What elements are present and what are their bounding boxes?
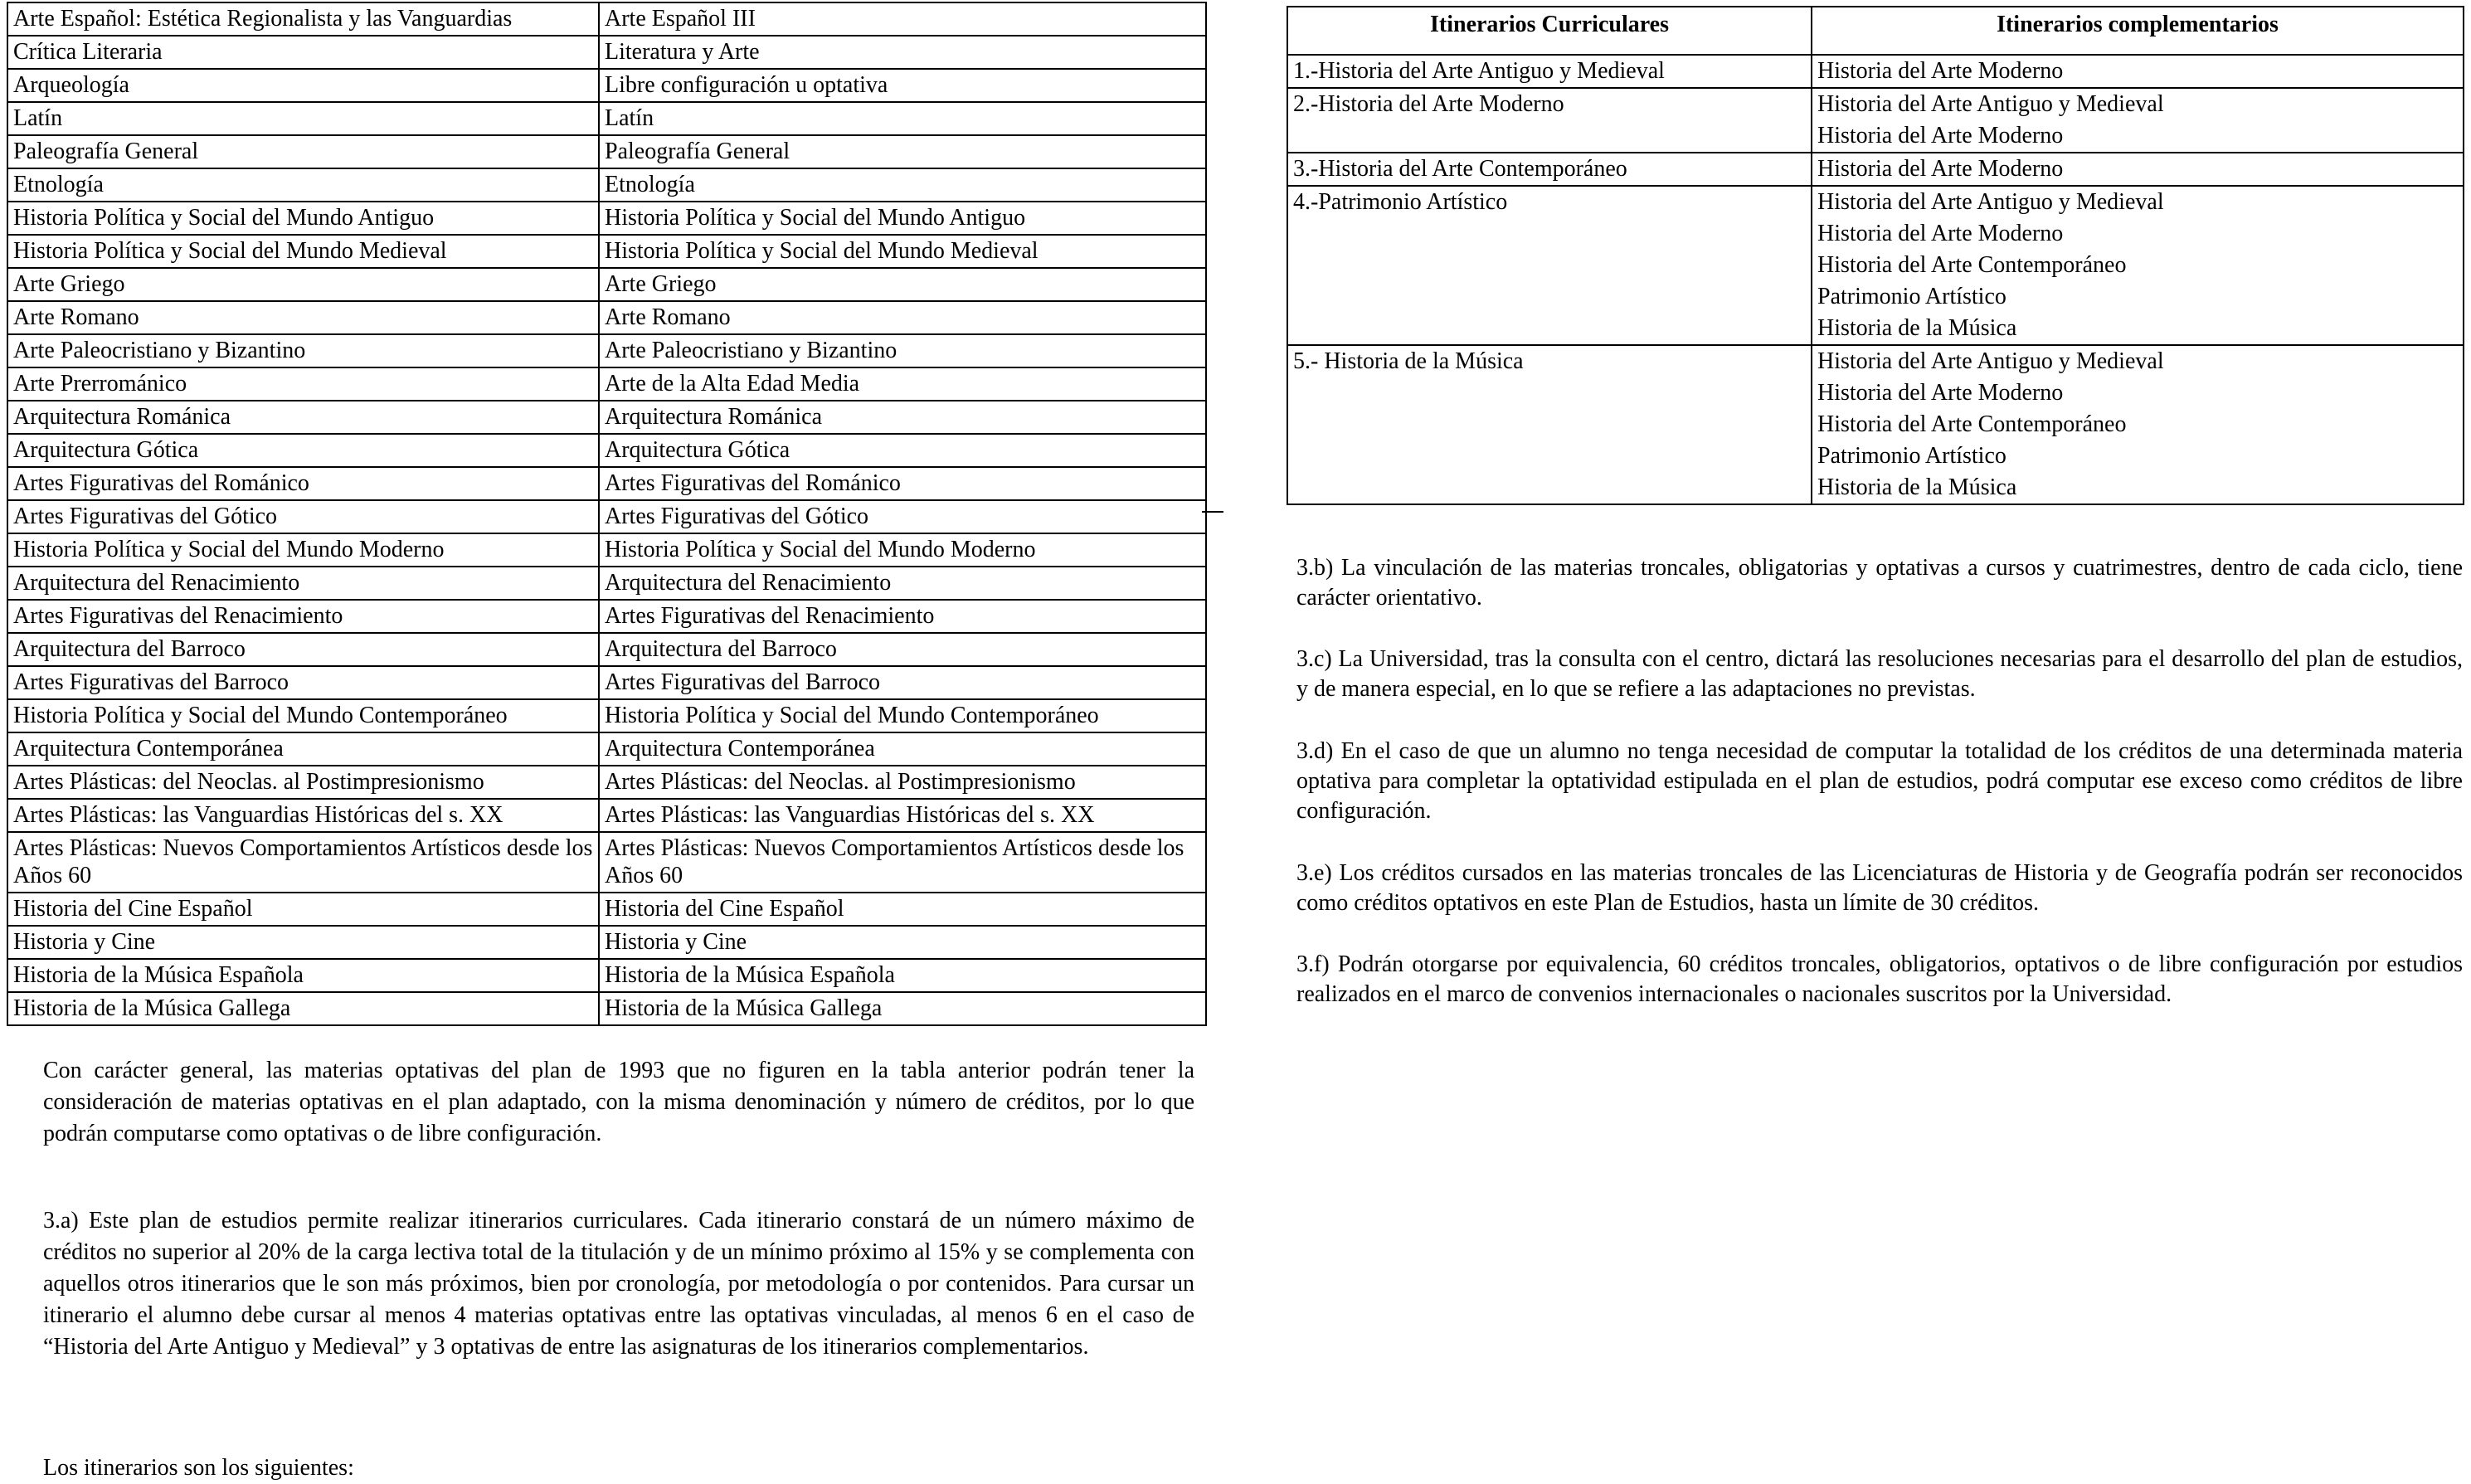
plan-1993-subject-cell: Latín (7, 102, 599, 135)
table-row (7, 235, 1206, 268)
table-row (7, 102, 1206, 135)
complementary-itinerary: Historia del Arte Moderno (1817, 221, 2064, 246)
adapted-plan-subject-cell: Arte Paleocristiano y Bizantino (599, 334, 1206, 367)
table-row (7, 699, 1206, 732)
table-row (7, 500, 1206, 533)
plan-1993-subject-cell: Historia Política y Social del Mundo Medieval (7, 235, 599, 268)
paragraph-itinerarios-intro: Los itinerarios son los siguientes: (43, 1455, 354, 1481)
paragraph-3e: 3.e) Los créditos cursados en las materias troncales de las Licenciaturas de Historia y de Geografía podrán ser reconocidos como créditos optativos en este Plan de Estudios, hasta un límite de 30 créditos. (1296, 860, 2463, 916)
adapted-plan-subject-cell: Historia Política y Social del Mundo Medieval (599, 235, 1206, 268)
plan-1993-subject-cell: Arte Español: Estética Regionalista y las Vanguardias (7, 2, 599, 36)
header-itinerarios-complementarios: Itinerarios complementarios (1812, 7, 2464, 55)
scan-mark (1202, 511, 1223, 513)
table-row (7, 69, 1206, 102)
table-row (7, 666, 1206, 699)
plan-1993-subject-cell: Historia de la Música Española (7, 959, 599, 992)
table-row (7, 832, 1206, 893)
plan-1993-subject-cell: Historia de la Música Gallega (7, 992, 599, 1025)
plan-1993-subject-cell: Arquitectura del Renacimiento (7, 567, 599, 600)
adapted-plan-subject-cell: Artes Plásticas: las Vanguardias Históricas del s. XX (599, 799, 1206, 832)
table-row (7, 732, 1206, 766)
paragraph-3a: 3.a) Este plan de estudios permite realizar itinerarios curriculares. Cada itinerario constará de un número máximo de créditos no superior al 20% de la carga lectiva total de la titulación y de un mínimo próximo al 15% y se complementa con aquellos otros itinerarios que le son más próximos, bien por cronología, por metodología o por contenidos. Para cursar un itinerario el alumno debe cursar al menos 4 materias optativas entre las optativas vinculadas, al menos 6 en el caso de “Historia del Arte Antiguo y Medieval” y 3 optativas de entre las asignaturas de los itinerarios complementarios. (43, 1208, 1194, 1360)
plan-1993-subject-cell: Artes Figurativas del Gótico (7, 500, 599, 533)
complementary-itineraries-cell (1812, 88, 2464, 153)
plan-1993-subject-cell: Arqueología (7, 69, 599, 102)
complementary-itinerary: Historia del Arte Antiguo y Medieval (1817, 91, 2164, 117)
plan-1993-subject-cell: Historia Política y Social del Mundo Antiguo (7, 202, 599, 235)
complementary-itinerary: Patrimonio Artístico (1817, 284, 2006, 309)
table-row (7, 2, 1206, 36)
plan-1993-subject-cell: Artes Plásticas: Nuevos Comportamientos Artísticos desde los Años 60 (7, 832, 599, 893)
equivalence-table (7, 2, 1207, 1026)
itinerary-row (1287, 55, 2464, 88)
table-row (7, 926, 1206, 959)
itinerary-row (1287, 186, 2464, 345)
adapted-plan-subject-cell: Artes Plásticas: del Neoclas. al Postimpresionismo (599, 766, 1206, 799)
complementary-itineraries-cell (1812, 345, 2464, 504)
table-row (7, 202, 1206, 235)
adapted-plan-subject-cell: Artes Plásticas: Nuevos Comportamientos Artísticos desde los Años 60 (599, 832, 1206, 893)
table-row (7, 268, 1206, 301)
paragraph-3c: 3.c) La Universidad, tras la consulta con el centro, dictará las resoluciones necesarias para el desarrollo del plan de estudios, y de manera especial, en lo que se refiere a las adaptaciones no previstas. (1296, 646, 2463, 702)
plan-1993-subject-cell: Arte Paleocristiano y Bizantino (7, 334, 599, 367)
itinerary-row (1287, 88, 2464, 153)
table-row (7, 633, 1206, 666)
adapted-plan-subject-cell: Arte Español III (599, 2, 1206, 36)
complementary-itinerary: Historia del Arte Moderno (1817, 156, 2064, 182)
table-row (7, 567, 1206, 600)
adapted-plan-subject-cell: Historia Política y Social del Mundo Contemporáneo (599, 699, 1206, 732)
adapted-plan-subject-cell: Artes Figurativas del Renacimiento (599, 600, 1206, 633)
paragraph-3f: 3.f) Podrán otorgarse por equivalencia, 60 créditos troncales, obligatorios, optativos o de libre configuración por estudios realizados en el marco de convenios internacionales o nacionales suscritos por la Universidad. (1296, 951, 2463, 1007)
complementary-itinerary: Historia del Arte Contemporáneo (1817, 252, 2127, 278)
plan-1993-subject-cell: Historia Política y Social del Mundo Moderno (7, 533, 599, 567)
adapted-plan-subject-cell: Etnología (599, 168, 1206, 202)
adapted-plan-subject-cell: Arquitectura del Renacimiento (599, 567, 1206, 600)
paragraph-3d: 3.d) En el caso de que un alumno no tenga necesidad de computar la totalidad de los créditos de una determinada materia optativa para completar la optatividad estipulada en el plan de estudios, podrá computar ese exceso como créditos de libre configuración. (1296, 738, 2463, 824)
adapted-plan-subject-cell: Arte Griego (599, 268, 1206, 301)
complementary-itineraries-cell (1812, 55, 2464, 88)
table-row (7, 367, 1206, 401)
plan-1993-subject-cell: Historia Política y Social del Mundo Contemporáneo (7, 699, 599, 732)
table-row (7, 434, 1206, 467)
plan-1993-subject-cell: Artes Plásticas: las Vanguardias Históricas del s. XX (7, 799, 599, 832)
adapted-plan-subject-cell: Historia Política y Social del Mundo Moderno (599, 533, 1206, 567)
complementary-itinerary: Historia del Arte Moderno (1817, 123, 2064, 148)
plan-1993-subject-cell: Arquitectura Contemporánea (7, 732, 599, 766)
plan-1993-subject-cell: Arquitectura Gótica (7, 434, 599, 467)
adapted-plan-subject-cell: Arquitectura Románica (599, 401, 1206, 434)
adapted-plan-subject-cell: Latín (599, 102, 1206, 135)
plan-1993-subject-cell: Artes Figurativas del Románico (7, 467, 599, 500)
adapted-plan-subject-cell: Historia Política y Social del Mundo Antiguo (599, 202, 1206, 235)
plan-1993-subject-cell: Arte Romano (7, 301, 599, 334)
itinerary-name-cell: 2.-Historia del Arte Moderno (1287, 88, 1812, 153)
table-row (7, 766, 1206, 799)
itinerary-row (1287, 345, 2464, 504)
table-row (7, 893, 1206, 926)
complementary-itinerary: Historia del Arte Antiguo y Medieval (1817, 189, 2164, 215)
itinerary-name-cell: 5.- Historia de la Música (1287, 345, 1812, 504)
itinerary-table (1287, 6, 2464, 505)
itinerary-name-cell: 4.-Patrimonio Artístico (1287, 186, 1812, 345)
adapted-plan-subject-cell: Paleografía General (599, 135, 1206, 168)
table-row (7, 168, 1206, 202)
plan-1993-subject-cell: Artes Plásticas: del Neoclas. al Postimpresionismo (7, 766, 599, 799)
complementary-itinerary: Patrimonio Artístico (1817, 443, 2006, 469)
plan-1993-subject-cell: Artes Figurativas del Renacimiento (7, 600, 599, 633)
adapted-plan-subject-cell: Artes Figurativas del Barroco (599, 666, 1206, 699)
table-row (7, 401, 1206, 434)
adapted-plan-subject-cell: Artes Figurativas del Románico (599, 467, 1206, 500)
plan-1993-subject-cell: Historia y Cine (7, 926, 599, 959)
adapted-plan-subject-cell: Libre configuración u optativa (599, 69, 1206, 102)
itinerary-name-cell: 1.-Historia del Arte Antiguo y Medieval (1287, 55, 1812, 88)
equivalence-table-body (7, 2, 1206, 1025)
plan-1993-subject-cell: Crítica Literaria (7, 36, 599, 69)
paragraph-3b: 3.b) La vinculación de las materias troncales, obligatorias y optativas a cursos y cuatrimestres, dentro de cada ciclo, tiene carácter orientativo. (1296, 555, 2463, 611)
plan-1993-subject-cell: Arte Prerrománico (7, 367, 599, 401)
itinerary-table-header-row (1287, 7, 2464, 55)
table-row (7, 36, 1206, 69)
itinerary-name-cell: 3.-Historia del Arte Contemporáneo (1287, 153, 1812, 186)
itinerary-table-body (1287, 55, 2464, 504)
header-itinerarios-curriculares: Itinerarios Curriculares (1287, 7, 1812, 55)
adapted-plan-subject-cell: Historia de la Música Gallega (599, 992, 1206, 1025)
paragraph-general: Con carácter general, las materias optativas del plan de 1993 que no figuren en la tabla anterior podrán tener la consideración de materias optativas en el plan adaptado, con la misma denominación y número de créditos, por lo que podrán computarse como optativas o de libre configuración. (43, 1058, 1194, 1146)
adapted-plan-subject-cell: Arte de la Alta Edad Media (599, 367, 1206, 401)
table-row (7, 533, 1206, 567)
complementary-itineraries-cell (1812, 153, 2464, 186)
complementary-itinerary: Historia del Arte Contemporáneo (1817, 411, 2127, 437)
adapted-plan-subject-cell: Historia y Cine (599, 926, 1206, 959)
table-row (7, 301, 1206, 334)
plan-1993-subject-cell: Etnología (7, 168, 599, 202)
complementary-itinerary: Historia de la Música (1817, 315, 2017, 341)
adapted-plan-subject-cell: Arquitectura del Barroco (599, 633, 1206, 666)
complementary-itinerary: Historia del Arte Antiguo y Medieval (1817, 348, 2164, 374)
table-row (7, 799, 1206, 832)
complementary-itinerary: Historia del Arte Moderno (1817, 58, 2064, 84)
table-row (7, 992, 1206, 1025)
plan-1993-subject-cell: Arquitectura Románica (7, 401, 599, 434)
adapted-plan-subject-cell: Arquitectura Gótica (599, 434, 1206, 467)
plan-1993-subject-cell: Paleografía General (7, 135, 599, 168)
adapted-plan-subject-cell: Artes Figurativas del Gótico (599, 500, 1206, 533)
complementary-itinerary: Historia del Arte Moderno (1817, 380, 2064, 406)
adapted-plan-subject-cell: Arquitectura Contemporánea (599, 732, 1206, 766)
itinerary-row (1287, 153, 2464, 186)
complementary-itinerary: Historia de la Música (1817, 474, 2017, 500)
table-row (7, 135, 1206, 168)
adapted-plan-subject-cell: Historia del Cine Español (599, 893, 1206, 926)
adapted-plan-subject-cell: Arte Romano (599, 301, 1206, 334)
plan-1993-subject-cell: Arte Griego (7, 268, 599, 301)
table-row (7, 334, 1206, 367)
plan-1993-subject-cell: Artes Figurativas del Barroco (7, 666, 599, 699)
plan-1993-subject-cell: Arquitectura del Barroco (7, 633, 599, 666)
adapted-plan-subject-cell: Literatura y Arte (599, 36, 1206, 69)
adapted-plan-subject-cell: Historia de la Música Española (599, 959, 1206, 992)
table-row (7, 467, 1206, 500)
complementary-itineraries-cell (1812, 186, 2464, 345)
table-row (7, 600, 1206, 633)
table-row (7, 959, 1206, 992)
plan-1993-subject-cell: Historia del Cine Español (7, 893, 599, 926)
